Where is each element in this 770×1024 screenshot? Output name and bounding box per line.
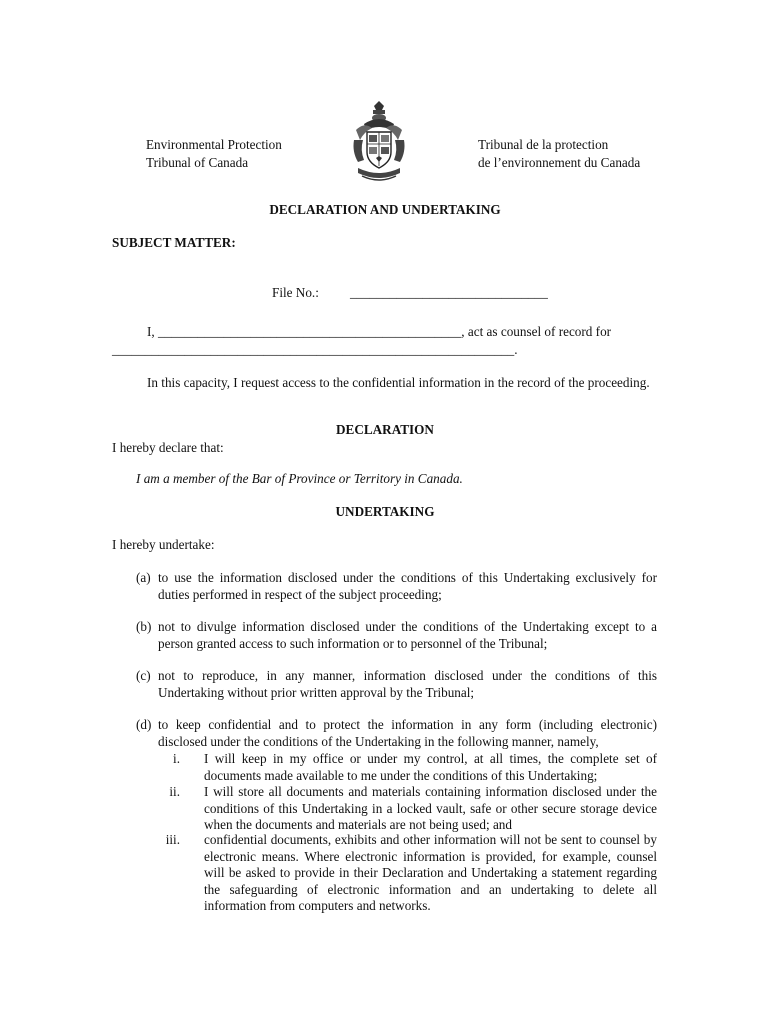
item-label: (d)	[136, 717, 152, 732]
item-label: (b)	[136, 619, 152, 634]
undertaking-item	[136, 570, 657, 603]
coat-of-arms-icon	[350, 100, 408, 184]
declaration-heading: DECLARATION	[336, 422, 434, 437]
header-left	[146, 136, 282, 172]
file-no-field[interactable]: ______________________________	[350, 285, 548, 300]
document-title: DECLARATION AND UNDERTAKING	[269, 202, 501, 217]
item-text: to use the information disclosed under the conditions of this Undertaking exclusively for duties performed in respect of the subject proceeding;	[158, 570, 657, 602]
subitem-label: ii.	[169, 784, 180, 799]
undertaking-item	[136, 668, 657, 701]
counsel-statement-line2[interactable]: _____________________________________________________________.	[112, 342, 518, 357]
header-right-line2: de l’environnement du Canada	[478, 155, 641, 170]
subitem-text: I will store all documents and materials containing information disclosed under the conditions of this Undertaking in a locked vault, safe or other secure storage device when the documents and materials are not being used; and	[204, 784, 657, 832]
capacity-paragraph: In this capacity, I request access to the confidential information in the record of the proceeding.	[147, 375, 650, 390]
header-right-line1: Tribunal de la protection	[478, 137, 609, 152]
item-label: (c)	[136, 668, 151, 683]
item-text: not to divulge information disclosed under the conditions of the Undertaking except to a person granted access to such information or to personnel of the Tribunal;	[158, 619, 657, 651]
header-left-line2: Tribunal of Canada	[146, 155, 249, 170]
subitem-label: i.	[173, 751, 180, 766]
header-right	[478, 136, 640, 172]
subitem-text: I will keep in my office or under my control, at all times, the complete set of documents made available to me under the conditions of this Undertaking;	[204, 751, 657, 783]
item-text: not to reproduce, in any manner, information disclosed under the conditions of this Undertaking without prior written approval by the Tribunal;	[158, 668, 657, 700]
counsel-statement-line1[interactable]: I, ______________________________________________, act as counsel of record for	[147, 324, 612, 339]
undertaking-item	[136, 717, 657, 750]
undertaking-heading: UNDERTAKING	[335, 504, 435, 519]
declaration-statement: I am a member of the Bar of Province or Territory in Canada.	[136, 471, 463, 486]
subitem-label: iii.	[165, 832, 180, 847]
undertaking-intro: I hereby undertake:	[112, 537, 215, 552]
subitem-text: confidential documents, exhibits and other information will not be sent to counsel by electronic means. Where electronic information is provided, for example, counsel will be asked to provide in their Declaration and Undertaking a statement regarding the safeguarding of electronic information and an undertaking to delete all information from computers and networks.	[204, 832, 657, 913]
declaration-intro: I hereby declare that:	[112, 440, 224, 455]
item-label: (a)	[136, 570, 151, 585]
item-text: to keep confidential and to protect the information in any form (including electronic) disclosed under the conditions of the Undertaking in the following manner, namely,	[158, 717, 657, 749]
file-no-label: File No.:	[272, 285, 319, 300]
header-left-line1: Environmental Protection	[146, 137, 282, 152]
subject-matter-label: SUBJECT MATTER:	[112, 235, 236, 250]
undertaking-item	[136, 619, 657, 652]
